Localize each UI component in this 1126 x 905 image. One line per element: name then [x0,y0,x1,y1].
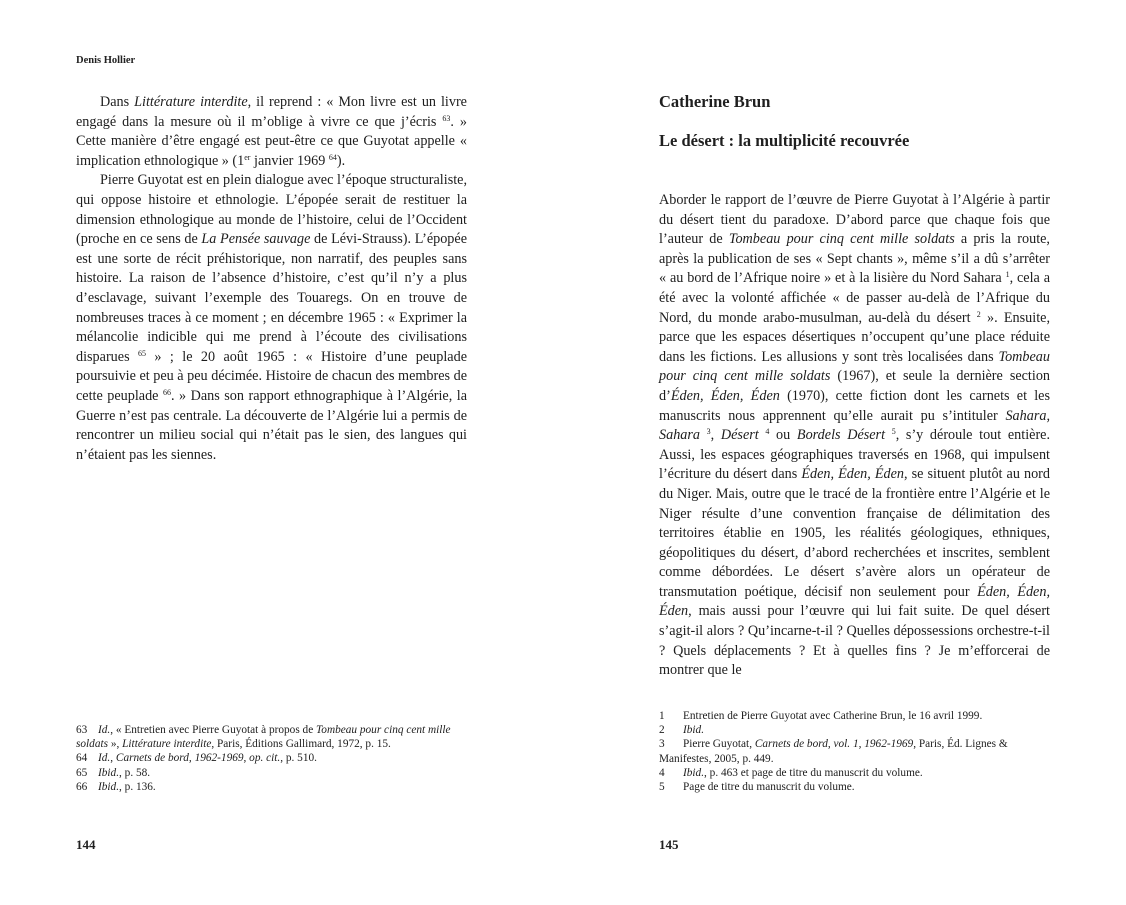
italic-text: Éden, Éden, Éden [801,466,904,483]
footnote-number: 2 [659,724,665,737]
footnote-number: 64 [76,752,88,765]
italic-text: La Pensée sauvage [201,231,311,248]
italic-text: Littérature interdite [122,738,212,751]
footnote-text: Id., Carnets de bord, 1962-1969, op. cit., p. 510. [98,752,317,765]
running-head: Denis Hollier [76,55,136,66]
page-number: 145 [659,837,679,852]
paragraph: Dans Littérature interdite, il reprend : « Mon livre est un livre engagé dans la mesure où il m’oblige à vivre ce que j’écris $^{63}$. » Cette manière d’être engagé est peut-être ce que Guyotat appelle « implication ethnologique » (1er janvier 1969 $^{64}$). [76,94,468,169]
footnote-number: 4 [659,766,665,779]
footnote-number: 3 [659,738,665,751]
footnote-number: 63 [76,724,88,736]
note-reference: 64 [328,152,337,162]
footnote-text: Entretien de Pierre Guyotat avec Catherine Brun, le 16 avril 1999. [683,710,983,722]
note-reference: 3 [706,427,711,437]
chapter-title: Le désert : la multiplicité recouvrée [659,131,910,150]
footnote [659,780,1050,794]
italic-text: Éden, Éden, Éden [670,387,780,404]
note-reference: er [244,152,251,162]
footnotes [659,709,1050,794]
note-reference: 66 [162,387,171,397]
italic-text: Éden, Éden, Éden [659,583,1050,620]
footnote-text: Ibid., p. 463 et page de titre du manuscrit du volume. [683,766,923,779]
note-reference: 63 [442,113,451,123]
footnote [76,723,467,751]
footnote-number: 5 [659,781,665,794]
note-reference: 5 [891,427,896,437]
note-reference: 4 [765,427,770,437]
italic-text: op. cit. [249,752,281,765]
note-reference: 2 [976,309,981,319]
italic-text: Id. [98,724,111,736]
italic-text: Id. [98,752,111,765]
right-page [563,0,1126,905]
page-number: 144 [76,837,96,852]
italic-text: Tombeau pour cinq cent mille soldats [659,348,1050,385]
italic-text: Désert [720,427,759,444]
italic-text: Tombeau pour cinq cent mille soldats [76,724,451,751]
paragraph: Aborder le rapport de l’œuvre de Pierre Guyotat à l’Algérie à partir du désert tient du paradoxe. D’abord parce que chaque fois que l’auteur de Tombeau pour cinq cent mille soldats a pris la route, après la publication de ses « Sept chants », même s’il a dû s’arrêter « au bord de l’Afrique noire » et à la lisière du Nord Sahara $^1$, cela a été avec la volonté affichée « de passer au-delà de l’Afrique du Nord, du monde arabo-musulman, au-delà du désert $^2$ ». Ensuite, parce que les espaces désertiques n’occupent qu’une place réduite dans les fictions. Les allusions y sont très localisées dans Tombeau pour cinq cent mille soldats (1967), et seule la dernière section d’Éden, Éden, Éden (1970), cette fiction dont les carnets et les manuscrits nous apprennent qu’elle aurait pu s’intituler Sahara, Sahara $^3$, Désert $^4$ ou Bordels Désert $^5$, s’y déroule tout entière. Aussi, les espaces géographiques traversés en 1968, qui impulsent l’écriture du désert dans Éden, Éden, Éden, se situent plutôt au nord du Niger. Mais, outre que le tracé de la frontière entre l’Algérie et le Niger résulte d’une convention française de délimitation des territoires établie en 1905, les réalités géologiques, ethniques, géopolitiques du désert, d’abord recherchées et inscrites, semblent comme débordées. Le désert s’avère alors un opérateur de transmutation poétique, décisif non seulement pour Éden, Éden, Éden, mais aussi pour l’œuvre qui lui fait suite. De quel désert s’agit-il alors ? Qu’incarne-t-il ? Quelles dépossessions orchestre-t-il ? Quels déplacements ? Et à quelles fins ? Je m’efforcerai de montrer que le [659,192,1051,679]
footnote-number: 66 [76,780,88,793]
note-reference: 1 [1005,270,1010,280]
footnote [76,780,467,794]
footnote-text: Id., « Entretien avec Pierre Guyotat à propos de Tombeau pour cinq cent mille soldats », Littérature interdite, Paris, Éditions Gallimard, 1972, p. 15. [76,724,451,751]
footnote-number: 1 [659,710,665,722]
italic-text: Carnets de bord, vol. 1, 1962-1969 [754,738,914,751]
footnotes [76,723,467,794]
footnote-text: Page de titre du manuscrit du volume. [683,781,855,794]
footnote-text: Ibid., p. 58. [98,766,151,779]
footnote [659,723,1050,737]
italic-text: Ibid. [683,724,705,737]
italic-text: Tombeau pour cinq cent mille soldats [728,231,955,248]
body-text [659,191,1050,681]
italic-text: Sahara, Sahara [659,407,1050,444]
footnote-text [683,724,704,736]
footnote-text: Pierre Guyotat, Carnets de bord, vol. 1, 1962-1969, Paris, Éd. Lignes & Manifestes, 2005, p. 449. [659,738,1008,765]
footnote-number: 65 [76,766,88,779]
italic-text: Ibid. [683,766,705,779]
italic-text: Littérature interdite [134,94,248,110]
note-reference: 65 [138,348,146,358]
italic-text: Ibid. [98,766,120,779]
italic-text: Carnets de bord, 1962-1969 [115,752,244,765]
footnote [659,766,1050,780]
footnote [76,766,467,780]
footnote [76,751,467,765]
italic-text: Ibid. [98,780,120,793]
italic-text: Bordels Désert [796,427,886,444]
footnote [659,737,1050,765]
body-text [76,93,467,465]
paragraph: Pierre Guyotat est en plein dialogue avec l’époque structuraliste, qui oppose histoire et ethnologie. L’épopée serait de restituer la dimension ethnologique au monde de l’histoire, celui de l’Occident (proche en ce sens de La Pensée sauvage de Lévi-Strauss). L’épopée est une sorte de récit préhistorique, non narratif, des peuples sans histoire. La raison de l’absence d’histoire, c’est qu’il n’y a plus d’esclavage, suivant l’exemple des Touaregs. On en trouve de nombreuses traces à ce moment ; en décembre 1965 : « Exprimer la mélancolie indicible qui me prend à l’écoute des civilisations disparues $^{65}$ » ; le 20 août 1965 : « Histoire d’une peuplade poursuivie et peu à peu décimée. Histoire de chacun des membres de cette peuplade $^{66}$. » Dans son rapport ethnographique à l’Algérie, la Guerre n’est pas centrale. La découverte de l’Algérie lui a permis de rencontrer un milieu social qui n’était pas le sien, des langues qui n’étaient pas les siennes. [76,172,467,463]
footnote [659,709,1050,723]
author-name: Catherine Brun [659,92,771,111]
footnote-text: Ibid., p. 136. [98,780,156,793]
